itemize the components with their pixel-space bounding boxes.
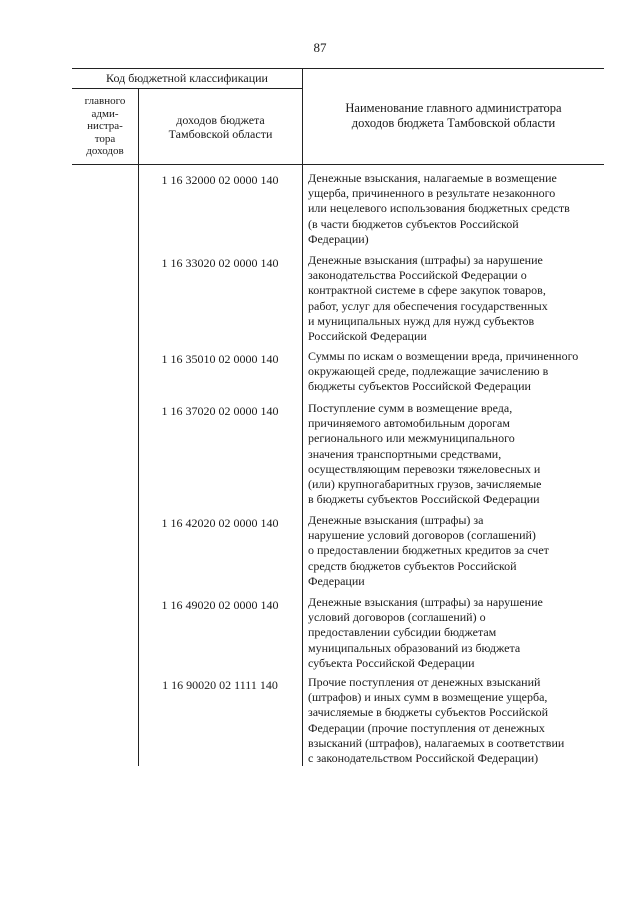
group-header-divider	[72, 88, 302, 89]
row-3-code: 1 16 35010 02 0000 140	[161, 352, 279, 366]
row-3-description: Суммы по искам о возмещении вреда, причиненного окружающей среде, подлежащие зачислению в бюджеты субъектов Российской Федерации	[308, 349, 579, 394]
row-4-description: Поступление сумм в возмещение вреда, причиняемого автомобильным дорогам регионального или межмуниципального значения транспортными средствами, осуществляющим перевозки тяжеловесных и (или) крупногабаритных грузов, зачисляемые в бюджеты субъектов Российской Федерации	[308, 401, 542, 507]
row-7-description: Прочие поступления от денежных взысканий (штрафов) и иных сумм в возмещение ущерба, зачисляемые в бюджеты субъектов Российской Федерации (прочие поступления от денежных взысканий (штрафов), налагаемых в соответствии с законодательством Российской Федерации)	[308, 675, 565, 766]
table-top-border	[72, 68, 604, 69]
row-2-description: Денежные взыскания (штрафы) за нарушение законодательства Российской Федерации о контрактной системе в сфере закупок товаров, работ, услуг для обеспечения государственных и муниципальных нужд для нужд субъектов Российской Федерации	[308, 253, 548, 344]
row-2-code: 1 16 33020 02 0000 140	[161, 256, 279, 270]
row-4-code: 1 16 37020 02 0000 140	[161, 404, 279, 418]
row-5-description: Денежные взыскания (штрафы) за нарушение условий договоров (соглашений) о предоставлении бюджетных кредитов за счет средств бюджетов субъектов Российской Федерации	[308, 513, 549, 588]
header-bottom-border	[72, 164, 604, 165]
row-5-code: 1 16 42020 02 0000 140	[161, 516, 279, 530]
row-7-code: 1 16 90020 02 1111 140	[162, 678, 278, 692]
header-name-column: Наименование главного администратора доходов бюджета Тамбовской области	[345, 101, 562, 130]
header-income-column: доходов бюджета Тамбовской области	[168, 113, 273, 141]
header-group-title: Код бюджетной классификации	[106, 71, 268, 85]
col-divider-name	[302, 68, 303, 766]
page-number: 87	[313, 40, 327, 55]
row-6-description: Денежные взыскания (штрафы) за нарушение условий договоров (соглашений) о предоставлении субсидии бюджетам муниципальных образований из бюджета субъекта Российской Федерации	[308, 595, 543, 670]
row-1-description: Денежные взыскания, налагаемые в возмещение ущерба, причиненного в результате незаконного или нецелевого использования бюджетных средств (в части бюджетов субъектов Российской Федерации)	[308, 171, 570, 246]
row-1-code: 1 16 32000 02 0000 140	[161, 173, 279, 187]
row-6-code: 1 16 49020 02 0000 140	[161, 598, 279, 612]
col-divider-admin	[138, 88, 139, 766]
header-admin-column: главного адми- нистра- тора доходов	[84, 95, 126, 157]
